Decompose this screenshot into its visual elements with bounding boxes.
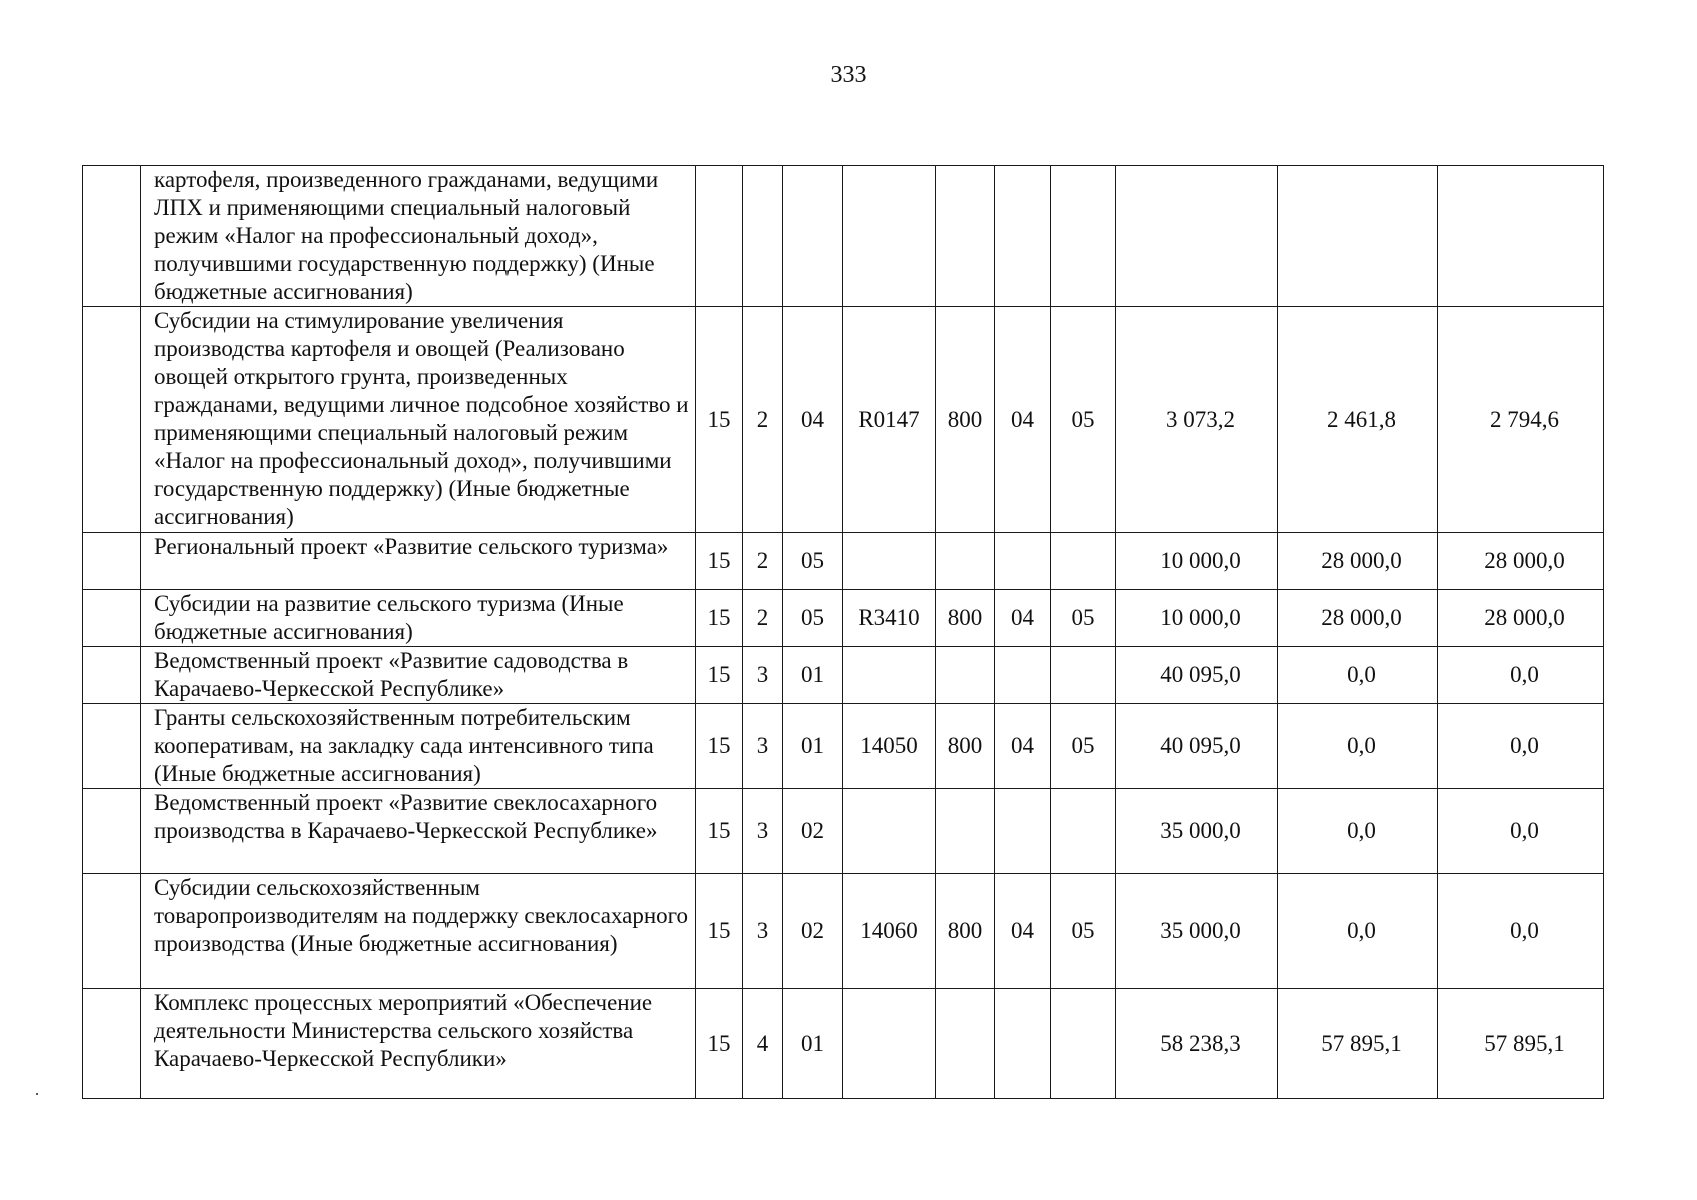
table-row xyxy=(83,307,1604,533)
row-name-cell: Субсидии на стимулирование увеличения производства картофеля и овощей (Реализовано овощей открытого грунта, произведенных гражданами, ведущими личное подсобное хозяйство и применяющими специальный налоговый режим «Налог на профессиональный доход», получившими государственную поддержку) (Иные бюджетные ассигнования) xyxy=(141,307,696,533)
code-expense-type-cell xyxy=(936,989,995,1099)
amount-year3-cell: 57 895,1 xyxy=(1438,989,1604,1099)
row-number-cell xyxy=(83,789,141,874)
code-ministry-cell: 15 xyxy=(696,647,743,704)
table-row xyxy=(83,874,1604,989)
code-subprogram-cell: 05 xyxy=(783,590,843,647)
code-program-cell: 3 xyxy=(743,789,783,874)
code-expense-type-cell xyxy=(936,647,995,704)
amount-year2-cell: 0,0 xyxy=(1278,704,1438,789)
code-subsection-cell: 05 xyxy=(1051,704,1116,789)
amount-year2-cell: 0,0 xyxy=(1278,874,1438,989)
row-name-cell: Региональный проект «Развитие сельского туризма» xyxy=(141,533,696,590)
code-ministry-cell: 15 xyxy=(696,590,743,647)
code-subprogram-cell: 01 xyxy=(783,704,843,789)
code-section-cell xyxy=(995,647,1051,704)
code-section-cell xyxy=(995,533,1051,590)
table-row xyxy=(83,789,1604,874)
code-section-cell xyxy=(995,166,1051,307)
code-expense-type-cell: 800 xyxy=(936,874,995,989)
amount-year1-cell: 35 000,0 xyxy=(1116,789,1278,874)
amount-year3-cell: 0,0 xyxy=(1438,789,1604,874)
amount-year3-cell xyxy=(1438,166,1604,307)
amount-year3-cell: 0,0 xyxy=(1438,704,1604,789)
amount-year1-cell xyxy=(1116,166,1278,307)
code-subsection-cell xyxy=(1051,989,1116,1099)
code-target-cell: 14050 xyxy=(843,704,936,789)
code-ministry-cell: 15 xyxy=(696,989,743,1099)
amount-year3-cell: 0,0 xyxy=(1438,647,1604,704)
row-number-cell xyxy=(83,166,141,307)
amount-year2-cell: 28 000,0 xyxy=(1278,533,1438,590)
code-subprogram-cell: 02 xyxy=(783,789,843,874)
code-section-cell: 04 xyxy=(995,704,1051,789)
amount-year1-cell: 40 095,0 xyxy=(1116,647,1278,704)
amount-year2-cell: 0,0 xyxy=(1278,789,1438,874)
code-program-cell: 2 xyxy=(743,533,783,590)
row-number-cell xyxy=(83,647,141,704)
amount-year2-cell xyxy=(1278,166,1438,307)
row-number-cell xyxy=(83,533,141,590)
code-program-cell: 3 xyxy=(743,704,783,789)
code-target-cell: R3410 xyxy=(843,590,936,647)
amount-year3-cell: 28 000,0 xyxy=(1438,590,1604,647)
row-name-cell: картофеля, произведенного гражданами, ведущими ЛПХ и применяющими специальный налоговый режим «Налог на профессиональный доход», получившими государственную поддержку) (Иные бюджетные ассигнования) xyxy=(141,166,696,307)
amount-year2-cell: 2 461,8 xyxy=(1278,307,1438,533)
code-ministry-cell: 15 xyxy=(696,307,743,533)
code-program-cell: 3 xyxy=(743,874,783,989)
row-number-cell xyxy=(83,989,141,1099)
code-target-cell xyxy=(843,166,936,307)
code-ministry-cell: 15 xyxy=(696,704,743,789)
code-subsection-cell xyxy=(1051,533,1116,590)
amount-year3-cell: 2 794,6 xyxy=(1438,307,1604,533)
row-number-cell xyxy=(83,307,141,533)
code-subprogram-cell: 05 xyxy=(783,533,843,590)
code-section-cell: 04 xyxy=(995,874,1051,989)
amount-year2-cell: 57 895,1 xyxy=(1278,989,1438,1099)
amount-year1-cell: 10 000,0 xyxy=(1116,590,1278,647)
code-program-cell xyxy=(743,166,783,307)
code-section-cell xyxy=(995,789,1051,874)
code-subprogram-cell: 02 xyxy=(783,874,843,989)
code-ministry-cell xyxy=(696,166,743,307)
code-expense-type-cell: 800 xyxy=(936,704,995,789)
amount-year2-cell: 0,0 xyxy=(1278,647,1438,704)
code-target-cell xyxy=(843,989,936,1099)
table-row xyxy=(83,166,1604,307)
scan-speck xyxy=(36,1093,38,1095)
table-row xyxy=(83,989,1604,1099)
row-name-cell: Субсидии сельскохозяйственным товаропроизводителям на поддержку свеклосахарного производства (Иные бюджетные ассигнования) xyxy=(141,874,696,989)
code-target-cell xyxy=(843,533,936,590)
code-program-cell: 4 xyxy=(743,989,783,1099)
amount-year3-cell: 28 000,0 xyxy=(1438,533,1604,590)
code-expense-type-cell: 800 xyxy=(936,307,995,533)
row-name-cell: Ведомственный проект «Развитие свеклосахарного производства в Карачаево-Черкесской Республике» xyxy=(141,789,696,874)
row-name-cell: Субсидии на развитие сельского туризма (Иные бюджетные ассигнования) xyxy=(141,590,696,647)
row-name-cell: Гранты сельскохозяйственным потребительским кооперативам, на закладку сада интенсивного типа (Иные бюджетные ассигнования) xyxy=(141,704,696,789)
code-section-cell: 04 xyxy=(995,307,1051,533)
amount-year1-cell: 3 073,2 xyxy=(1116,307,1278,533)
amount-year1-cell: 35 000,0 xyxy=(1116,874,1278,989)
row-name-cell: Комплекс процессных мероприятий «Обеспечение деятельности Министерства сельского хозяйства Карачаево-Черкесской Республики» xyxy=(141,989,696,1099)
code-expense-type-cell xyxy=(936,533,995,590)
code-subsection-cell: 05 xyxy=(1051,590,1116,647)
code-target-cell: R0147 xyxy=(843,307,936,533)
table-row xyxy=(83,647,1604,704)
code-subsection-cell: 05 xyxy=(1051,874,1116,989)
code-ministry-cell: 15 xyxy=(696,533,743,590)
code-subsection-cell: 05 xyxy=(1051,307,1116,533)
code-ministry-cell: 15 xyxy=(696,789,743,874)
amount-year1-cell: 58 238,3 xyxy=(1116,989,1278,1099)
code-program-cell: 3 xyxy=(743,647,783,704)
amount-year3-cell: 0,0 xyxy=(1438,874,1604,989)
table-row xyxy=(83,704,1604,789)
budget-table xyxy=(82,165,1604,1099)
code-subsection-cell xyxy=(1051,789,1116,874)
code-target-cell xyxy=(843,647,936,704)
code-target-cell: 14060 xyxy=(843,874,936,989)
row-number-cell xyxy=(83,590,141,647)
code-target-cell xyxy=(843,789,936,874)
code-subsection-cell xyxy=(1051,647,1116,704)
code-subprogram-cell xyxy=(783,166,843,307)
code-expense-type-cell xyxy=(936,789,995,874)
code-subprogram-cell: 01 xyxy=(783,647,843,704)
code-program-cell: 2 xyxy=(743,590,783,647)
table-row xyxy=(83,533,1604,590)
code-subsection-cell xyxy=(1051,166,1116,307)
code-expense-type-cell: 800 xyxy=(936,590,995,647)
row-number-cell xyxy=(83,874,141,989)
code-section-cell xyxy=(995,989,1051,1099)
code-ministry-cell: 15 xyxy=(696,874,743,989)
amount-year1-cell: 40 095,0 xyxy=(1116,704,1278,789)
code-subprogram-cell: 04 xyxy=(783,307,843,533)
code-subprogram-cell: 01 xyxy=(783,989,843,1099)
amount-year1-cell: 10 000,0 xyxy=(1116,533,1278,590)
code-expense-type-cell xyxy=(936,166,995,307)
page-number: 333 xyxy=(830,62,867,88)
code-program-cell: 2 xyxy=(743,307,783,533)
table-row xyxy=(83,590,1604,647)
code-section-cell: 04 xyxy=(995,590,1051,647)
row-name-cell: Ведомственный проект «Развитие садоводства в Карачаево-Черкесской Республике» xyxy=(141,647,696,704)
row-number-cell xyxy=(83,704,141,789)
amount-year2-cell: 28 000,0 xyxy=(1278,590,1438,647)
